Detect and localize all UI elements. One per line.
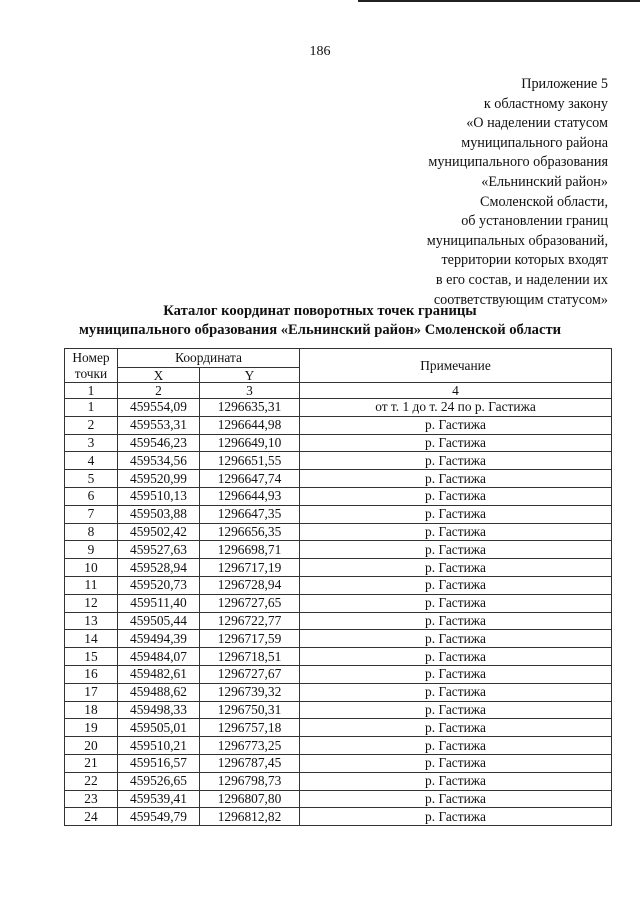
- table-row: [65, 648, 612, 666]
- cell-point-number: 23: [65, 790, 118, 808]
- cell-note: от т. 1 до т. 24 по р. Гастижа: [300, 399, 612, 417]
- coordinates-table: [64, 348, 612, 826]
- appendix-line: территории которых входят: [441, 252, 608, 269]
- cell-x: 459482,61: [118, 665, 200, 683]
- cell-x: 459553,31: [118, 416, 200, 434]
- appendix-heading: [308, 75, 608, 310]
- cell-y: 1296798,73: [200, 772, 300, 790]
- cell-note: р. Гастижа: [300, 594, 612, 612]
- cell-x: 459539,41: [118, 790, 200, 808]
- cell-note: р. Гастижа: [300, 665, 612, 683]
- cell-point-number: 6: [65, 487, 118, 505]
- header-note: Примечание: [300, 349, 612, 383]
- cell-x: 459511,40: [118, 594, 200, 612]
- cell-x: 459494,39: [118, 630, 200, 648]
- cell-y: 1296787,45: [200, 754, 300, 772]
- table-row: [65, 559, 612, 577]
- cell-point-number: 9: [65, 541, 118, 559]
- cell-x: 459510,21: [118, 737, 200, 755]
- cell-point-number: 16: [65, 665, 118, 683]
- cell-y: 1296644,98: [200, 416, 300, 434]
- cell-y: 1296807,80: [200, 790, 300, 808]
- header-point-number: [65, 349, 118, 383]
- table-row: [65, 399, 612, 417]
- appendix-line: муниципального образования: [428, 154, 608, 171]
- appendix-line: соответствующим статусом»: [433, 291, 608, 308]
- cell-point-number: 12: [65, 594, 118, 612]
- cell-x: 459554,09: [118, 399, 200, 417]
- cell-point-number: 10: [65, 559, 118, 577]
- cell-x: 459502,42: [118, 523, 200, 541]
- cell-x: 459488,62: [118, 683, 200, 701]
- table-row: [65, 665, 612, 683]
- cell-point-number: 17: [65, 683, 118, 701]
- page-number: 186: [309, 44, 331, 59]
- column-number: 4: [300, 383, 612, 399]
- table-row: [65, 683, 612, 701]
- table-row: [65, 416, 612, 434]
- header-coordinate: Координата: [118, 349, 300, 368]
- cell-point-number: 18: [65, 701, 118, 719]
- page-top-edge-line: [358, 0, 640, 2]
- catalog-title-line-2: муниципального образования «Ельнинский район» Смоленской области: [78, 322, 562, 338]
- cell-y: 1296718,51: [200, 648, 300, 666]
- cell-point-number: 24: [65, 808, 118, 826]
- cell-note: р. Гастижа: [300, 576, 612, 594]
- cell-y: 1296647,35: [200, 505, 300, 523]
- cell-x: 459528,94: [118, 559, 200, 577]
- cell-x: 459520,73: [118, 576, 200, 594]
- cell-note: р. Гастижа: [300, 470, 612, 488]
- cell-y: 1296727,65: [200, 594, 300, 612]
- cell-y: 1296644,93: [200, 487, 300, 505]
- appendix-line: к областному закону: [483, 95, 608, 112]
- cell-y: 1296717,59: [200, 630, 300, 648]
- cell-note: р. Гастижа: [300, 434, 612, 452]
- cell-point-number: 3: [65, 434, 118, 452]
- cell-note: р. Гастижа: [300, 416, 612, 434]
- cell-note: р. Гастижа: [300, 808, 612, 826]
- appendix-line: об установлении границ: [461, 213, 608, 230]
- cell-note: р. Гастижа: [300, 559, 612, 577]
- table-row: [65, 808, 612, 826]
- cell-note: р. Гастижа: [300, 772, 612, 790]
- cell-point-number: 1: [65, 399, 118, 417]
- cell-y: 1296698,71: [200, 541, 300, 559]
- table-row: [65, 470, 612, 488]
- cell-note: р. Гастижа: [300, 523, 612, 541]
- appendix-line: «О наделении статусом: [466, 115, 608, 132]
- cell-x: 459549,79: [118, 808, 200, 826]
- cell-point-number: 11: [65, 576, 118, 594]
- cell-x: 459546,23: [118, 434, 200, 452]
- cell-y: 1296812,82: [200, 808, 300, 826]
- table-row: [65, 790, 612, 808]
- header-x: X: [118, 368, 200, 383]
- cell-note: р. Гастижа: [300, 683, 612, 701]
- cell-x: 459484,07: [118, 648, 200, 666]
- table-row: [65, 772, 612, 790]
- cell-note: р. Гастижа: [300, 737, 612, 755]
- cell-note: р. Гастижа: [300, 701, 612, 719]
- catalog-title: [0, 302, 640, 340]
- table-row: [65, 594, 612, 612]
- table-row: [65, 701, 612, 719]
- header-y: Y: [200, 368, 300, 383]
- cell-note: р. Гастижа: [300, 452, 612, 470]
- cell-point-number: 22: [65, 772, 118, 790]
- column-number: 2: [118, 383, 200, 399]
- cell-point-number: 19: [65, 719, 118, 737]
- cell-x: 459505,44: [118, 612, 200, 630]
- cell-note: р. Гастижа: [300, 754, 612, 772]
- cell-x: 459503,88: [118, 505, 200, 523]
- table-row: [65, 612, 612, 630]
- table-row: [65, 754, 612, 772]
- cell-note: р. Гастижа: [300, 630, 612, 648]
- cell-x: 459534,56: [118, 452, 200, 470]
- appendix-line: Приложение 5: [521, 76, 608, 92]
- cell-point-number: 2: [65, 416, 118, 434]
- appendix-line: в его состав, и наделении их: [435, 271, 608, 288]
- appendix-line: «Ельнинский район»: [481, 173, 608, 190]
- cell-y: 1296727,67: [200, 665, 300, 683]
- cell-y: 1296739,32: [200, 683, 300, 701]
- cell-x: 459498,33: [118, 701, 200, 719]
- cell-note: р. Гастижа: [300, 541, 612, 559]
- cell-note: р. Гастижа: [300, 719, 612, 737]
- cell-y: 1296635,31: [200, 399, 300, 417]
- header-point-number-label: Номер точки: [72, 349, 110, 381]
- table-row: [65, 487, 612, 505]
- cell-x: 459520,99: [118, 470, 200, 488]
- table-body: [65, 399, 612, 826]
- catalog-title-line-1: Каталог координат поворотных точек границы: [163, 303, 477, 319]
- cell-x: 459510,13: [118, 487, 200, 505]
- cell-note: р. Гастижа: [300, 612, 612, 630]
- cell-x: 459526,65: [118, 772, 200, 790]
- cell-point-number: 20: [65, 737, 118, 755]
- table-row: [65, 719, 612, 737]
- cell-y: 1296651,55: [200, 452, 300, 470]
- cell-x: 459527,63: [118, 541, 200, 559]
- table-row: [65, 541, 612, 559]
- cell-note: р. Гастижа: [300, 505, 612, 523]
- table-row: [65, 576, 612, 594]
- cell-x: 459516,57: [118, 754, 200, 772]
- cell-y: 1296757,18: [200, 719, 300, 737]
- cell-point-number: 21: [65, 754, 118, 772]
- table-row: [65, 523, 612, 541]
- appendix-line: муниципальных образований,: [426, 232, 608, 249]
- cell-point-number: 14: [65, 630, 118, 648]
- cell-note: р. Гастижа: [300, 487, 612, 505]
- cell-y: 1296647,74: [200, 470, 300, 488]
- cell-y: 1296656,35: [200, 523, 300, 541]
- cell-x: 459505,01: [118, 719, 200, 737]
- cell-point-number: 5: [65, 470, 118, 488]
- appendix-line: муниципального района: [461, 134, 608, 151]
- cell-y: 1296773,25: [200, 737, 300, 755]
- table-row: [65, 630, 612, 648]
- cell-note: р. Гастижа: [300, 648, 612, 666]
- cell-point-number: 4: [65, 452, 118, 470]
- table-row: [65, 505, 612, 523]
- cell-y: 1296722,77: [200, 612, 300, 630]
- cell-point-number: 15: [65, 648, 118, 666]
- cell-point-number: 8: [65, 523, 118, 541]
- column-number: 3: [200, 383, 300, 399]
- table-row: [65, 434, 612, 452]
- cell-point-number: 13: [65, 612, 118, 630]
- cell-y: 1296728,94: [200, 576, 300, 594]
- cell-y: 1296717,19: [200, 559, 300, 577]
- table-row: [65, 452, 612, 470]
- column-number: 1: [65, 383, 118, 399]
- cell-point-number: 7: [65, 505, 118, 523]
- cell-y: 1296649,10: [200, 434, 300, 452]
- cell-note: р. Гастижа: [300, 790, 612, 808]
- cell-y: 1296750,31: [200, 701, 300, 719]
- table-row: [65, 737, 612, 755]
- appendix-line: Смоленской области,: [480, 193, 608, 210]
